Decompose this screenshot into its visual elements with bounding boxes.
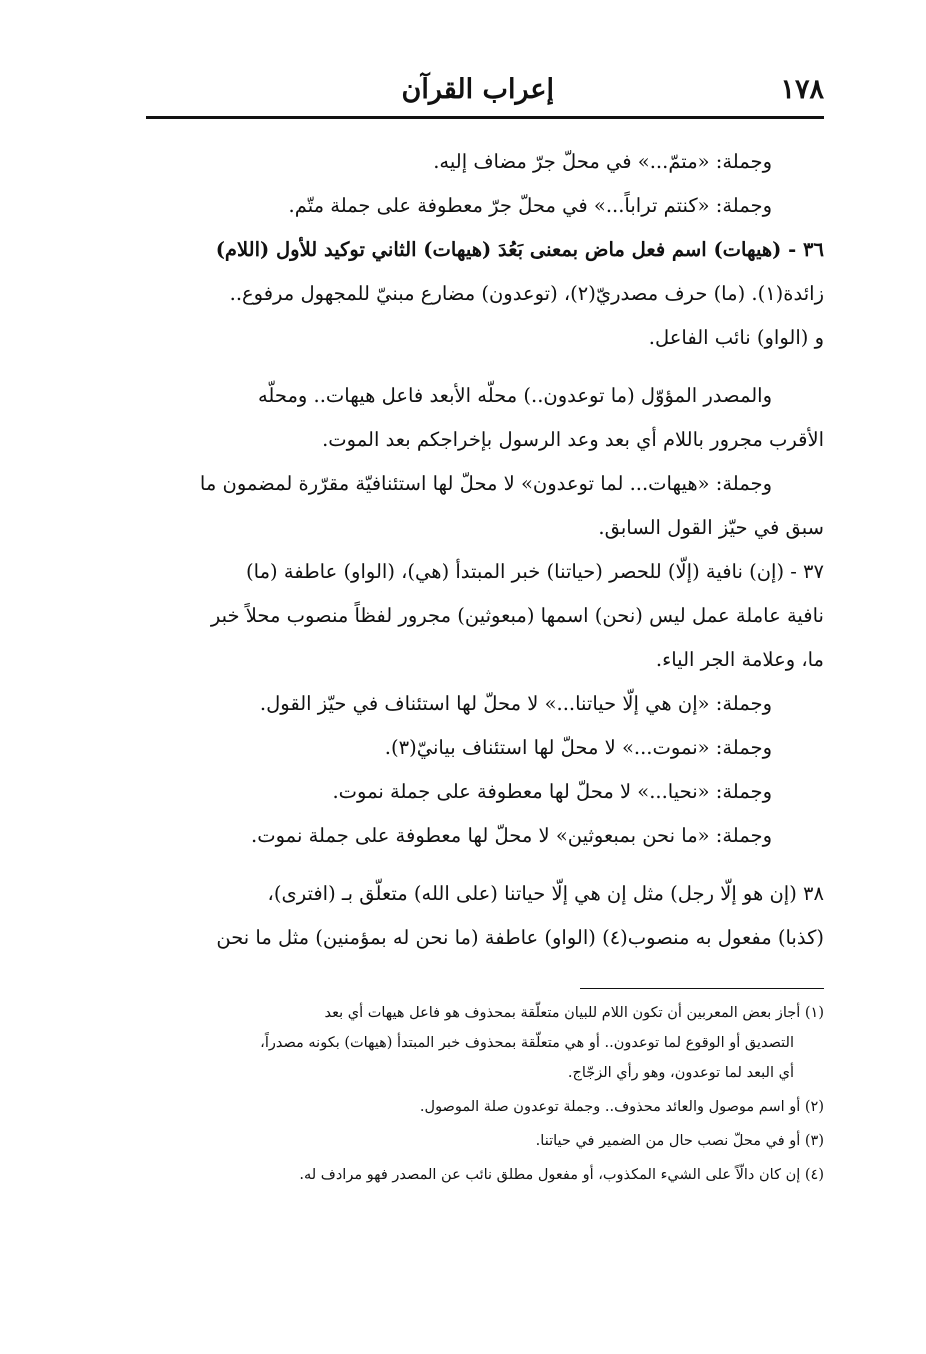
page-number: ١٧٨ xyxy=(780,74,824,105)
text-line: وجملة: «إن هي إلّا حياتنا...» لا محلّ لها استئناف في حيّز القول. xyxy=(259,692,772,715)
footnote-rule xyxy=(580,988,824,989)
footnote-1-cont: التصديق أو الوقوع لما توعدون.. أو هي متعلّقة بمحذوف خبر المبتدأ (هيهات) بكونه مصدراً، xyxy=(260,1035,794,1051)
paragraph-38-line: ٣٨ (إن هو إلّا رجل) مثل إن هي إلّا حياتنا (على الله) متعلّق بـ (افترى)، xyxy=(267,882,824,905)
text-line: نافية عاملة عمل ليس (نحن) اسمها (مبعوثين) مجرور لفظاً منصوب محلاً خبر xyxy=(210,604,824,627)
text-line: والمصدر المؤوّل (ما توعدون..) محلّه الأبعد فاعل هيهات.. ومحلّه xyxy=(257,384,772,407)
footnote-1: (١) أجاز بعض المعربين أن تكون اللام للبيان متعلّقة بمحذوف هو فاعل هيهات أي بعد xyxy=(324,1005,824,1021)
page-header xyxy=(146,68,824,122)
footnotes xyxy=(146,998,824,1190)
text-line: سبق في حيّز القول السابق. xyxy=(598,516,824,539)
text-line: وجملة: «هيهات... لما توعدون» لا محلّ لها استئنافيّة مقرّرة لمضمون ما xyxy=(199,472,772,495)
text-line: (كذبا) مفعول به منصوب(٤) (الواو) عاطفة (ما نحن له بمؤمنين) مثل ما نحن xyxy=(216,926,824,949)
text-line: الأقرب مجرور باللام أي بعد وعد الرسول بإخراجكم بعد الموت. xyxy=(322,428,824,451)
text-line: و (الواو) نائب الفاعل. xyxy=(648,326,824,349)
footnote-3: (٣) أو في محلّ نصب حال من الضمير في حياتنا. xyxy=(535,1133,824,1149)
text-line: وجملة: «ما نحن بمبعوثين» لا محلّ لها معطوفة على جملة نموت. xyxy=(251,824,772,847)
text-line: وجملة: «نحيا...» لا محلّ لها معطوفة على جملة نموت. xyxy=(332,780,772,803)
main-text xyxy=(146,140,824,960)
text-line: زائدة(١). (ما) حرف مصدريّ(٢)، (توعدون) مضارع مبنيّ للمجهول مرفوع.. xyxy=(229,282,824,305)
text-line: وجملة: «كنتم تراباً...» في محلّ جرّ معطوفة على جملة متّم. xyxy=(288,194,772,217)
text-line: ما، وعلامة الجر الياء. xyxy=(655,648,824,671)
footnote-4: (٤) إن كان دالّاً على الشيء المكذوب، أو مفعول مطلق نائب عن المصدر فهو مرادف له. xyxy=(299,1167,824,1183)
text-line: وجملة: «نموت...» لا محلّ لها استئناف بيانيّ(٣). xyxy=(384,736,772,759)
header-rule xyxy=(146,116,824,119)
footnote-2: (٢) أو اسم موصول والعائد محذوف.. وجملة توعدون صلة الموصول. xyxy=(419,1099,824,1115)
running-title: إعراب القرآن xyxy=(401,74,554,105)
paragraph-37-line: ٣٧ - (إن) نافية (إلّا) للحصر (حياتنا) خبر المبتدأ (هي)، (الواو) عاطفة (ما) xyxy=(246,560,824,583)
text-line: وجملة: «متمّ...» في محلّ جرّ مضاف إليه. xyxy=(433,150,772,173)
paragraph-36-line: ٣٦ - (هيهات) اسم فعل ماض بمعنى بَعُدَ (هيهات) الثاني توكيد للأول (اللام) xyxy=(215,238,824,261)
footnote-1-cont: أي البعد لما توعدون، وهو رأي الزجّاج. xyxy=(567,1065,794,1081)
